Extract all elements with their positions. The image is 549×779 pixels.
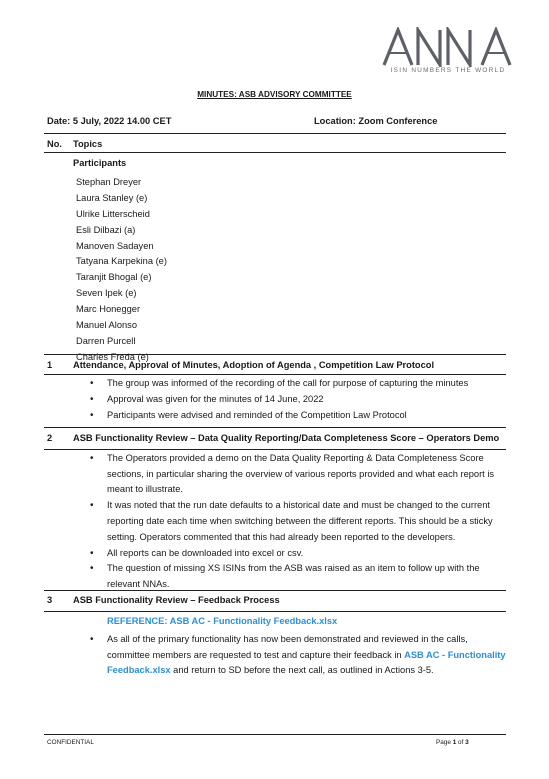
reference-link[interactable]: REFERENCE: ASB AC - Functionality Feedback.xlsx: [107, 616, 338, 626]
page-current: 1: [452, 739, 457, 746]
section-1-bullets: [90, 376, 511, 424]
bullet-icon: •: [90, 453, 94, 464]
divider: [44, 354, 506, 355]
participant: Taranjit Bhogal (e): [76, 272, 152, 283]
participants-heading: Participants: [73, 158, 127, 168]
logo-tagline: ISIN NUMBERS THE WORLD: [390, 67, 506, 74]
feedback-file-link[interactable]: ASB AC - Functionality Feedback.xlsx: [107, 649, 506, 676]
divider: [44, 449, 506, 450]
bullet-item: [90, 451, 511, 498]
participant: Ulrike Litterscheid: [76, 208, 150, 219]
divider: [44, 427, 506, 428]
participant: Esli Dilbazi (a): [76, 224, 136, 235]
bullet-item: [90, 498, 511, 545]
bullet-icon: •: [90, 500, 94, 512]
divider: [44, 590, 506, 591]
section-title: ASB Functionality Review – Feedback Process: [73, 595, 280, 605]
bullet-item: [90, 392, 511, 408]
participant: Manuel Alonso: [76, 320, 137, 331]
bullet-icon: •: [90, 563, 94, 575]
section-title: Attendance, Approval of Minutes, Adoption of Agenda , Competition Law Protocol: [73, 360, 435, 370]
page-word: Page: [436, 739, 453, 746]
divider: [44, 611, 506, 612]
bullet-text: and return to SD before the next call, as outlined in Actions 3-5.: [170, 665, 434, 676]
bullet-text: The question of missing XS ISINs from the ASB was raised as an item to follow up with the relevant NNAs.: [107, 563, 480, 590]
bullet-item: [90, 632, 511, 679]
bullet-text: Participants were advised and reminded of the Competition Law Protocol: [107, 409, 407, 420]
of-word: of: [456, 739, 466, 746]
section-2-bullets: [90, 451, 511, 593]
section-number: 1: [47, 360, 53, 370]
section-3-bullets: [90, 632, 511, 679]
participant: Charles Freda (e): [76, 351, 149, 362]
bullet-text: The group was informed of the recording of the call for purpose of capturing the minutes: [107, 378, 469, 388]
bullet-text: It was noted that the run date defaults to a historical date and must be changed to the current reporting date each time when switching between the different reports. This should be a sticky setting. Operators commented that this had already been reported to the developers.: [107, 500, 493, 542]
participant: Tatyana Karpekina (e): [76, 256, 167, 267]
confidential-label: CONFIDENTIAL: [47, 739, 94, 746]
bullet-icon: •: [90, 547, 94, 559]
bullet-icon: •: [90, 409, 94, 421]
participant: Marc Honegger: [76, 304, 141, 315]
participants-list: [76, 175, 167, 366]
bullet-text: The Operators provided a demo on the Data Quality Reporting & Data Completeness Score sections, in particular sharing the overview of various reports provided and what each report is meant to illustrate.: [107, 453, 495, 495]
meeting-location: Location: Zoom Conference: [314, 116, 438, 126]
page-number: [436, 739, 469, 746]
anna-logo-mark: [382, 27, 514, 67]
bullet-text: Approval was given for the minutes of 14 June, 2022: [107, 393, 324, 404]
bullet-item: [90, 376, 511, 392]
section-number: 2: [47, 433, 53, 443]
participant: Laura Stanley (e): [76, 192, 148, 203]
participant: Seven Ipek (e): [76, 288, 137, 299]
header-no: No.: [47, 139, 62, 149]
page-total: 3: [465, 739, 469, 746]
divider: [44, 374, 506, 375]
bullet-icon: •: [90, 393, 94, 405]
bullet-text: All reports can be downloaded into excel or csv.: [107, 547, 304, 558]
participant: Manoven Sadayen: [76, 240, 154, 251]
header-topics: Topics: [73, 139, 103, 149]
bullet-item: [90, 408, 511, 424]
bullet-item: [90, 546, 511, 562]
participant: Darren Purcell: [76, 335, 136, 346]
divider: [44, 152, 506, 153]
section-title: ASB Functionality Review – Data Quality Reporting/Data Completeness Score – Operators Demo: [73, 433, 500, 443]
bullet-icon: •: [90, 634, 94, 645]
section-number: 3: [47, 595, 53, 605]
divider: [44, 133, 506, 134]
meeting-date: Date: 5 July, 2022 14.00 CET: [47, 116, 172, 126]
bullet-item: [90, 561, 511, 592]
participant: Stephan Dreyer: [76, 177, 142, 187]
anna-logo: [382, 27, 514, 79]
footer-divider: [44, 734, 506, 735]
document-title: MINUTES: ASB ADVISORY COMMITTEE: [197, 90, 352, 99]
bullet-icon: •: [90, 378, 94, 389]
bullet-text: As all of the primary functionality has now been demonstrated and reviewed in the calls, committee members are requested to test and capture their feedback in: [107, 634, 468, 660]
